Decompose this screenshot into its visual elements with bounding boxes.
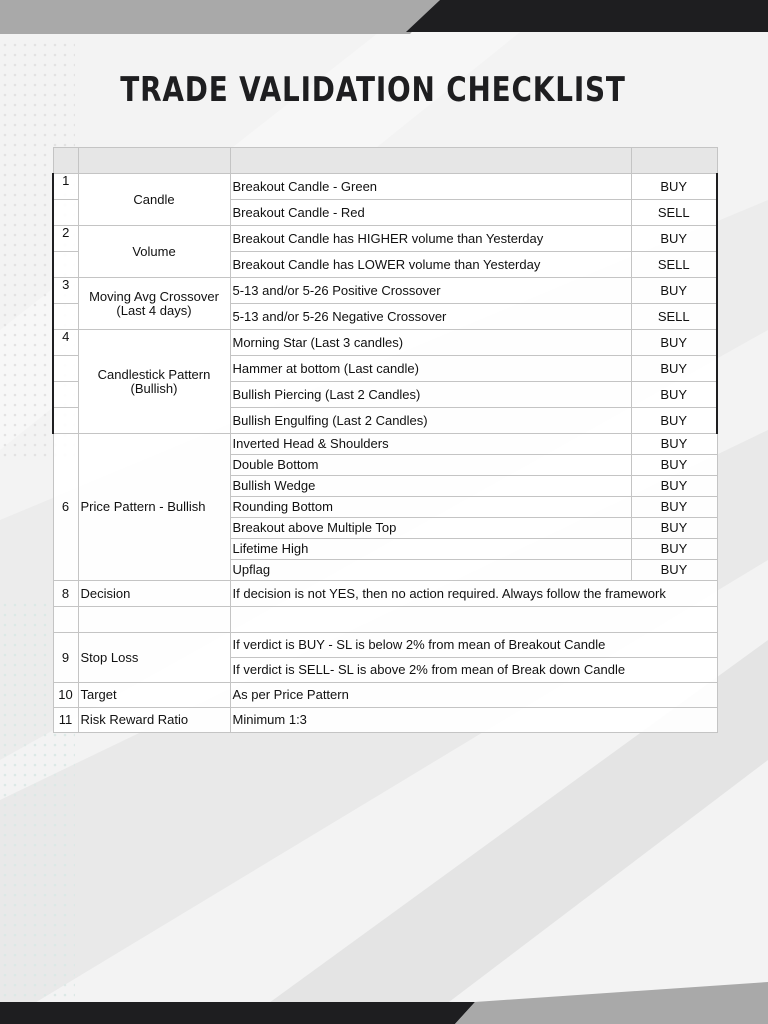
row-number: 10 [53,683,78,708]
header-cell-signal [631,148,717,174]
row-number: 6 [53,434,78,581]
condition-cell: 5-13 and/or 5-26 Positive Crossover [230,278,631,304]
header-cell-condition [230,148,631,174]
row-number-blank [53,408,78,434]
header-cell-criterion [78,148,230,174]
signal-cell: BUY [631,539,717,560]
condition-cell: Inverted Head & Shoulders [230,434,631,455]
decision-row [53,581,717,607]
condition-cell: Rounding Bottom [230,497,631,518]
signal-cell: BUY [631,476,717,497]
row-number-blank [53,200,78,226]
condition-cell: 5-13 and/or 5-26 Negative Crossover [230,304,631,330]
stop-loss-text: If verdict is BUY - SL is below 2% from mean of Breakout Candle [230,633,717,658]
condition-cell: Breakout Candle has HIGHER volume than Yesterday [230,226,631,252]
signal-cell: BUY [631,560,717,581]
stop-loss-text: If verdict is SELL- SL is above 2% from mean of Break down Candle [230,658,717,683]
decision-text: If decision is not YES, then no action required. Always follow the framework [230,581,717,607]
condition-cell: Breakout Candle - Green [230,174,631,200]
table-row [53,434,717,455]
signal-cell: BUY [631,226,717,252]
condition-cell: Breakout Candle has LOWER volume than Yesterday [230,252,631,278]
page-title: TRADE VALIDATION CHECKLIST [120,70,626,110]
signal-cell: BUY [631,434,717,455]
signal-cell: BUY [631,356,717,382]
condition-cell: Breakout above Multiple Top [230,518,631,539]
row-number: 1 [53,174,78,200]
header-row [53,148,717,174]
risk-reward-text: Minimum 1:3 [230,708,717,733]
criterion-label: Candlestick Pattern (Bullish) [78,330,230,434]
row-number-blank [53,304,78,330]
condition-cell: Bullish Wedge [230,476,631,497]
row-number: 9 [53,633,78,683]
checklist-table [52,147,718,733]
table-row [53,174,717,200]
condition-cell: Morning Star (Last 3 candles) [230,330,631,356]
signal-cell: SELL [631,304,717,330]
blank-cell [230,607,717,633]
signal-cell: BUY [631,174,717,200]
condition-cell: Double Bottom [230,455,631,476]
blank-cell [78,607,230,633]
row-number: 4 [53,330,78,356]
criterion-label: Decision [78,581,230,607]
criterion-label: Price Pattern - Bullish [78,434,230,581]
row-number-blank [53,252,78,278]
table-row [53,278,717,304]
signal-cell: BUY [631,382,717,408]
signal-cell: BUY [631,455,717,476]
table-row [53,330,717,356]
row-number: 8 [53,581,78,607]
row-number: 2 [53,226,78,252]
signal-cell: BUY [631,330,717,356]
criterion-label: Risk Reward Ratio [78,708,230,733]
criterion-label: Stop Loss [78,633,230,683]
row-number-blank [53,382,78,408]
signal-cell: BUY [631,518,717,539]
table-row [53,226,717,252]
criterion-label: Volume [78,226,230,278]
condition-cell: Bullish Engulfing (Last 2 Candles) [230,408,631,434]
blank-cell [53,607,78,633]
condition-cell: Bullish Piercing (Last 2 Candles) [230,382,631,408]
risk-reward-row [53,708,717,733]
condition-cell: Upflag [230,560,631,581]
criterion-label: Candle [78,174,230,226]
signal-cell: BUY [631,408,717,434]
condition-cell: Hammer at bottom (Last candle) [230,356,631,382]
criterion-label: Target [78,683,230,708]
condition-cell: Breakout Candle - Red [230,200,631,226]
signal-cell: BUY [631,278,717,304]
target-text: As per Price Pattern [230,683,717,708]
row-number: 11 [53,708,78,733]
signal-cell: BUY [631,497,717,518]
signal-cell: SELL [631,200,717,226]
criterion-label: Moving Avg Crossover (Last 4 days) [78,278,230,330]
condition-cell: Lifetime High [230,539,631,560]
row-number-blank [53,356,78,382]
signal-cell: SELL [631,252,717,278]
spacer-row [53,607,717,633]
row-number: 3 [53,278,78,304]
target-row [53,683,717,708]
stop-loss-row [53,633,717,658]
header-cell-number [53,148,78,174]
